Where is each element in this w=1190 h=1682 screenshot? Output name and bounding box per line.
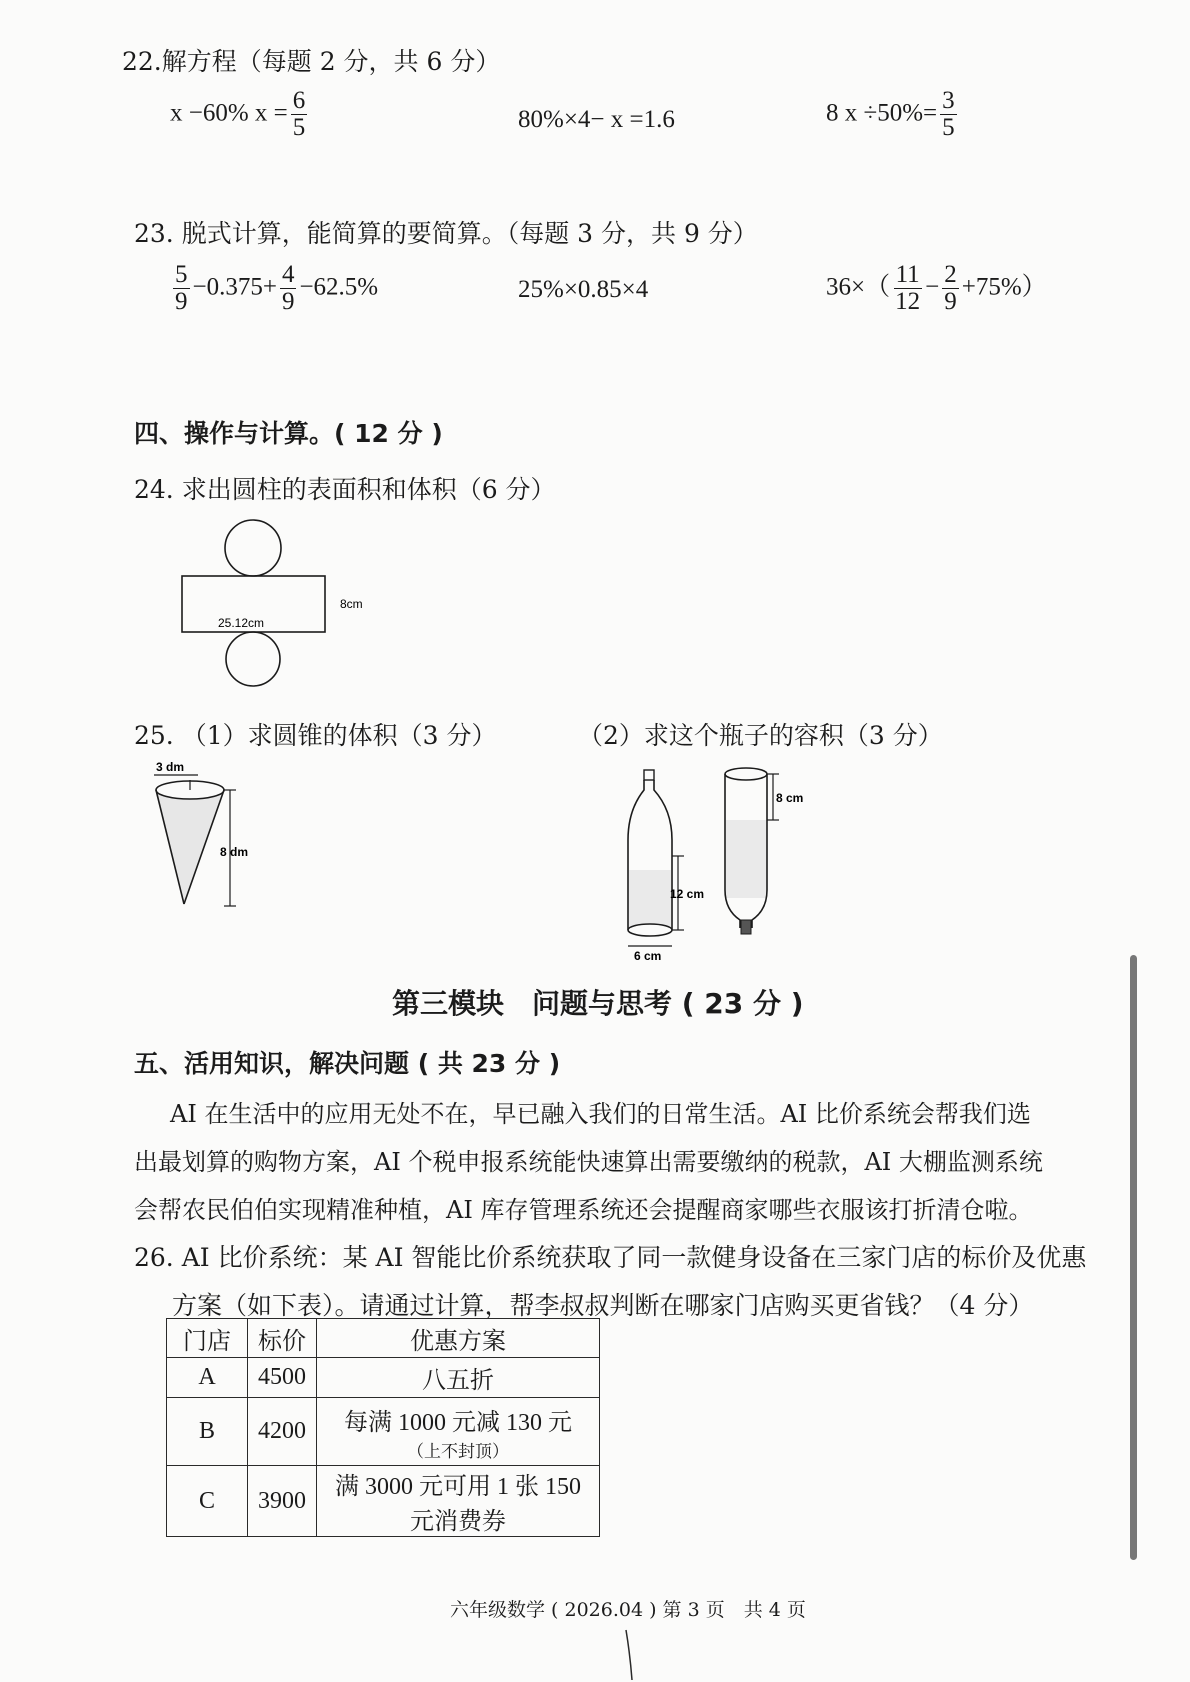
eq3-left: 8 x ÷50%= [826,99,938,127]
offer-cell: 每满 1000 元减 130 元 （上不封顶） [317,1398,600,1466]
q23-expression-2: 25%×0.85×4 [518,276,649,303]
bottle-diagram [620,760,850,970]
q23-title: 23. 脱式计算，能简算的要简算。（每题 3 分，共 9 分） [134,219,758,248]
store-cell: C [167,1466,248,1537]
section-4-heading: 四、操作与计算。( 12 分 ) [134,419,443,448]
cone-diagram [148,756,268,926]
top-circle [225,520,281,576]
q22-title: 22.解方程（每题 2 分，共 6 分） [122,47,501,76]
table-row [167,1466,600,1537]
pen-mark [624,1628,636,1682]
offer-cell: 满 3000 元可用 1 张 150 元消费券 [317,1466,600,1537]
eq3-fraction: $\frac{3}{5}$ [942,87,955,142]
header-price: 标价 [248,1319,317,1358]
offer-cell: 八五折 [317,1358,600,1398]
q24-title: 24. 求出圆柱的表面积和体积（6 分） [134,475,556,504]
offer-note: （上不封顶） [407,1441,509,1461]
cone-height-label: 8 dm [220,845,249,859]
inverted-bottle-top [725,768,767,780]
inverted-bottle-cap [741,920,751,934]
module-3-heading: 第三模块 问题与思考 ( 23 分 ) [392,987,804,1020]
intro-line-2: 出最划算的购物方案，AI 个税申报系统能快速算出需要缴纳的税款，AI 大棚监测系统 [134,1148,1043,1176]
q26-line-1: 26. AI 比价系统：某 AI 智能比价系统获取了同一款健身设备在三家门店的标价及优惠 [134,1243,1087,1272]
header-offer: 优惠方案 [317,1319,600,1358]
table-row [167,1398,600,1466]
table-row [167,1358,600,1398]
price-cell: 3900 [248,1466,317,1537]
upright-height-label: 12 cm [670,887,705,901]
inverted-height-label: 8 cm [776,791,804,805]
store-price-table [166,1318,600,1537]
q23-expression-1: $\frac{5}{9}$ −0.375+ $\frac{4}{9}$ −62.5% [175,261,379,316]
bottle-diameter-label: 6 cm [634,949,662,963]
eq1-left: x −60% x = [170,99,288,127]
offer-note: 元消费券 [410,1509,506,1535]
q23-expression-3: 36×（ $\frac{11}{12}$ − $\frac{2}{9}$ +75%） [826,261,1047,316]
section-5-heading: 五、活用知识，解决问题 ( 共 23 分 ) [134,1049,561,1078]
height-label: 8cm [340,597,363,611]
cone-diameter-label: 3 dm [156,760,185,774]
upright-bottle-cap [644,770,654,780]
price-cell: 4500 [248,1358,317,1398]
price-cell: 4200 [248,1398,317,1466]
q26-line-2: 方案（如下表）。请通过计算，帮李叔叔判断在哪家门店购买更省钱？（4 分） [172,1291,1034,1320]
header-store: 门店 [167,1319,248,1358]
page-footer: 六年级数学 ( 2026.04 ) 第 3 页 共 4 页 [450,1599,806,1621]
store-cell: A [167,1358,248,1398]
table-header-row [167,1319,600,1358]
q25-part2: （2）求这个瓶子的容积（3 分） [578,721,943,750]
intro-line-3: 会帮农民伯伯实现精准种植，AI 库存管理系统还会提醒商家哪些衣服该打折清仓啦。 [134,1196,1033,1224]
bottom-circle [226,632,280,686]
q22-equation-3 [826,88,960,142]
eq1-fraction: $\frac{6}{5}$ [292,87,306,142]
intro-line-1: AI 在生活中的应用无处不在，早已融入我们的日常生活。AI 比价系统会帮我们选 [170,1100,1031,1128]
q22-equation-2: 80%×4− x =1.6 [518,106,675,133]
store-cell: B [167,1398,248,1466]
scrollbar[interactable] [1130,955,1137,1560]
q25-part1: 25. （1）求圆锥的体积（3 分） [134,721,497,750]
q22-equation-1 [170,88,310,142]
width-label: 25.12cm [217,616,265,630]
cylinder-net-diagram [170,512,410,687]
